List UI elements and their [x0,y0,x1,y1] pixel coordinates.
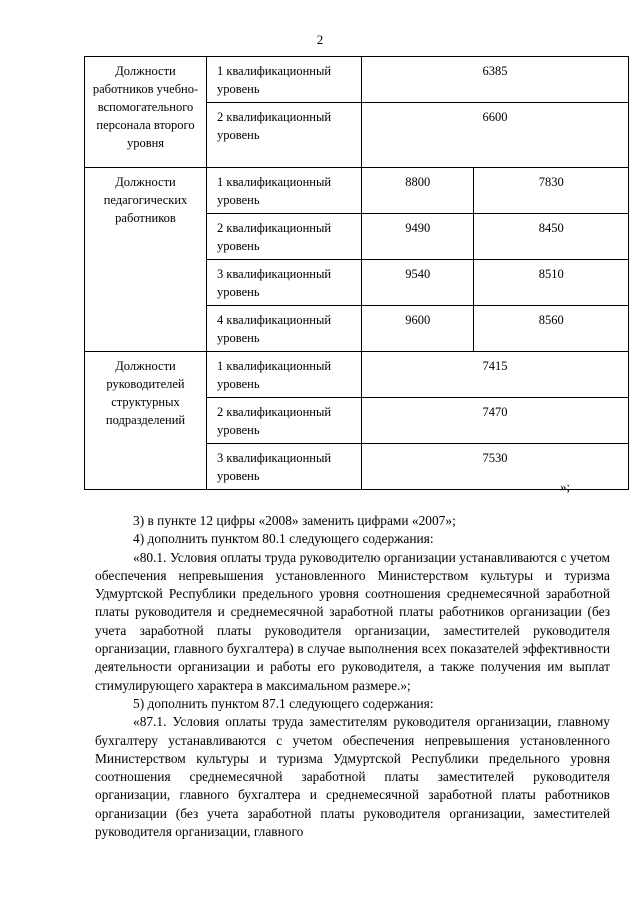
paragraph: 5) дополнить пунктом 87.1 следующего содержания: [133,695,434,711]
level-cell: 3 квалификационный уровень [207,444,362,490]
value-cell: 7830 [474,168,629,214]
value-cell: 9490 [362,214,474,260]
group-name-cell: Должности работников учебно-вспомогательного персонала второго уровня [85,57,207,168]
value-cell: 8450 [474,214,629,260]
level-cell: 1 квалификационный уровень [207,57,362,103]
level-cell: 2 квалификационный уровень [207,214,362,260]
value-cell: 7530 [362,444,629,490]
level-cell: 1 квалификационный уровень [207,352,362,398]
table-row [85,352,629,398]
paragraph: «87.1. Условия оплаты труда заместителям руководителя организации, главному бухгалтеру устанавливаются с учетом обеспечения непревышения установленного Министерством культуры и туризма Удмуртской Республики предельного уровня соотношения среднемесячной заработной платы заместителей руководителя организации, главного бухгалтера и среднемесячной заработной платы работников организации (без учета заработной платы руководителя организации, заместителей руководителя организации, главного [95,714,610,840]
value-cell: 8510 [474,260,629,306]
value-cell: 6600 [362,103,629,168]
value-cell: 8560 [474,306,629,352]
value-cell: 7415 [362,352,629,398]
level-cell: 2 квалификационный уровень [207,398,362,444]
table-row [85,57,629,103]
level-cell: 1 квалификационный уровень [207,168,362,214]
paragraph: 4) дополнить пунктом 80.1 следующего содержания: [133,531,434,547]
level-cell: 4 квалификационный уровень [207,306,362,352]
value-cell: 9600 [362,306,474,352]
closing-quote-mark: »; [560,479,571,494]
table-row [85,168,629,214]
group-name-cell: Должности педагогических работников [85,168,207,352]
page-number: 2 [316,32,324,47]
paragraph: 3) в пункте 12 цифры «2008» заменить цифрами «2007»; [133,513,456,528]
value-cell: 9540 [362,260,474,306]
value-cell: 6385 [362,57,629,103]
level-cell: 3 квалификационный уровень [207,260,362,306]
value-cell: 7470 [362,398,629,444]
paragraph: «80.1. Условия оплаты труда руководителю организации устанавливаются с учетом обеспечения непревышения установленного Министерством культуры и туризма Удмуртской Республики предельного уровня соотношения среднемесячной заработной платы руководителя и среднемесячной заработной платы работников организации (без учета заработной платы руководителя организации, заместителей руководителя организации, главного бухгалтера) в случае выполнения всех показателей эффективности деятельности организации и работы его руководителя, а также получения им выплат стимулирующего характера в максимальном размере.»; [95,549,610,693]
document-body [95,512,610,841]
salary-table [84,56,629,490]
value-cell: 8800 [362,168,474,214]
level-cell: 2 квалификационный уровень [207,103,362,168]
group-name-cell: Должности руководителей структурных подразделений [85,352,207,490]
